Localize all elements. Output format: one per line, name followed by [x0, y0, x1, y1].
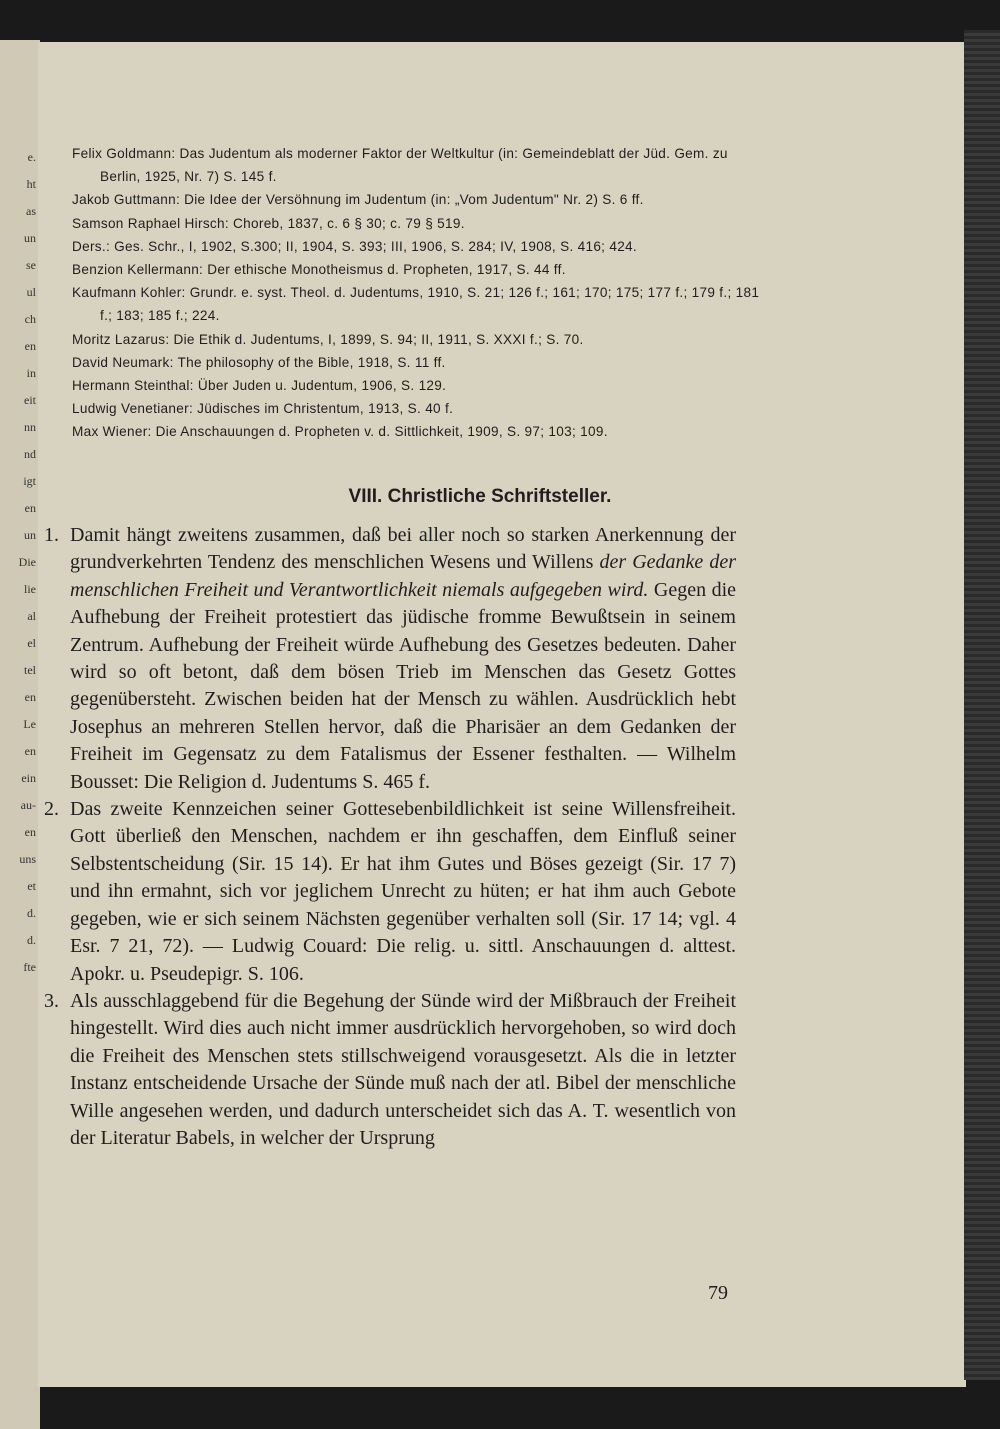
reference-item: Felix Goldmann: Das Judentum als moderner Faktor der Weltkultur (in: Gemeindeblatt der Jüd. Gem. zu Berlin, 1925, Nr. 7) S. 145 f.: [72, 146, 728, 185]
note-item: [44, 522, 736, 796]
reference-item: Ders.: Ges. Schr., I, 1902, S.300; II, 1904, S. 393; III, 1906, S. 284; IV, 1908, S. 416; 424.: [72, 238, 637, 254]
note-text: Damit hängt zweitens zusammen, daß bei aller noch so starken Anerkennung der grundverkehrten Tendenz des menschlichen Wesens und Willens: [70, 524, 736, 574]
left-page-fragment: uns: [19, 852, 36, 866]
left-page-fragment: lie: [24, 582, 36, 596]
note-item: [44, 988, 736, 1152]
reference-item: Hermann Steinthal: Über Juden u. Judentum, 1906, S. 129.: [72, 378, 447, 394]
left-page-fragment: en: [24, 339, 36, 353]
adjacent-page-edge: [0, 40, 40, 1429]
left-page-fragment: tel: [24, 663, 36, 677]
book-spine: [964, 30, 1000, 1380]
left-page-fragment: et: [27, 879, 36, 893]
page-number: 79: [708, 1282, 728, 1304]
left-page-fragment: au-: [20, 798, 36, 812]
reference-item: Max Wiener: Die Anschauungen d. Propheten v. d. Sittlichkeit, 1909, S. 97; 103; 109.: [72, 424, 608, 440]
left-page-fragment: en: [24, 744, 36, 758]
note-text: Als ausschlaggebend für die Begehung der Sünde wird der Mißbrauch der Freiheit hingestellt. Wird dies auch nicht immer ausdrücklich hervorgehoben, so wird doch die Freiheit des Menschen stets stillschweigend vorausgesetzt. Als die in letzter Instanz entscheidende Ursache der Sünde muß nach der atl. Bibel der menschliche Wille angesehen werden, und dadurch unterscheidet sich das A. T. wesentlich von der Literatur Babels, in welcher der Ursprung: [70, 989, 736, 1149]
note-number: 1.: [44, 524, 59, 546]
reference-list: [72, 142, 772, 444]
left-page-fragment: Die: [18, 555, 36, 569]
reference-item: Moritz Lazarus: Die Ethik d. Judentums, I, 1899, S. 94; II, 1911, S. XXXI f.; S. 70.: [72, 331, 584, 347]
left-page-fragment: igt: [23, 474, 36, 488]
reference-item: Samson Raphael Hirsch: Choreb, 1837, c. 6 § 30; c. 79 § 519.: [72, 215, 465, 231]
left-page-fragment: al: [27, 609, 36, 623]
left-page-fragment: eit: [24, 393, 36, 407]
left-page-fragment: ein: [21, 771, 36, 785]
left-page-fragment: ht: [26, 177, 36, 191]
reference-item: David Neumark: The philosophy of the Bible, 1918, S. 11 ff.: [72, 354, 446, 370]
note-text-cont: Gegen die Aufhebung der Freiheit protestiert das jüdische fromme Bewußtsein in seinem Zentrum. Aufhebung der Freiheit würde Aufhebung des Gesetzes bedeuten. Daher wird so oft betont, daß dem bösen Trieb im Menschen das Gesetz Gottes gegenübersteht. Zwischen beiden hat der Mensch zu wählen. Ausdrücklich hebt Josephus an mehreren Stellen hervor, daß die Pharisäer an dem Gedanken der Freiheit im Gegensatz zu dem Fatalismus der Essener festhalten. — Wilhelm Bousset: Die Religion d. Judentums S. 465 f.: [70, 578, 737, 793]
left-page-fragment: en: [24, 825, 36, 839]
left-page-fragment: ul: [26, 285, 36, 299]
left-page-fragment: nd: [24, 447, 36, 461]
reference-item: Benzion Kellermann: Der ethische Monotheismus d. Propheten, 1917, S. 44 ff.: [72, 262, 566, 278]
section-heading: VIII. Christliche Schriftsteller.: [348, 486, 612, 507]
left-page-fragment: nn: [24, 420, 36, 434]
left-page-fragment: en: [24, 501, 36, 515]
left-page-fragment: in: [26, 366, 36, 380]
left-page-fragment: fte: [23, 960, 36, 974]
reference-item: Kaufmann Kohler: Grundr. e. syst. Theol. d. Judentums, 1910, S. 21; 126 f.; 161; 170; 175; 177 f.; 179 f.; 181 f.; 183; 185 f.; 224.: [72, 285, 760, 324]
note-number: 3.: [44, 989, 59, 1012]
left-page-fragment: e.: [27, 150, 36, 164]
reference-item: Jakob Guttmann: Die Idee der Versöhnung im Judentum (in: „Vom Judentum" Nr. 2) S. 6 ff.: [72, 192, 644, 208]
note-item: [44, 796, 736, 988]
note-text: Das zweite Kennzeichen seiner Gottesebenbildlichkeit ist seine Willensfreiheit. Gott überließ den Menschen, nachdem er ihn geschaffen, dem Einfluß seiner Selbstentscheidung (Sir. 15 14). Er hat ihm Gutes und Böses gezeigt (Sir. 17 7) und ihn ermahnt, sich vor jeglichem Unrecht zu hüten; er hat ihm auch Gebote gegeben, wie er sich seinem Nächsten gegenüber verhalten soll (Sir. 17 14; vgl. 4 Esr. 7 21, 72). — Ludwig Couard: Die relig. u. sittl. Anschauungen d. alttest. Apokr. u. Pseudepigr. S. 106.: [70, 798, 736, 985]
left-page-fragment: as: [26, 204, 36, 218]
left-page-fragment: se: [26, 258, 36, 272]
reference-item: Ludwig Venetianer: Jüdisches im Christentum, 1913, S. 40 f.: [72, 401, 454, 417]
left-page-fragment: ch: [24, 312, 36, 326]
numbered-notes: [44, 522, 736, 1152]
left-page-fragment: d.: [27, 906, 36, 920]
book-page: [38, 42, 966, 1387]
left-page-fragment: en: [24, 690, 36, 704]
left-page-fragment: el: [27, 636, 36, 650]
note-number: 2.: [44, 798, 59, 821]
left-page-fragment: d.: [27, 933, 36, 947]
left-page-fragment: un: [24, 528, 36, 542]
note-emphasis: der Gedanke der menschlichen Freiheit und Verantwortlichkeit niemals aufgegeben wird.: [70, 551, 736, 601]
left-page-fragment: Le: [23, 717, 36, 731]
left-page-fragment: un: [24, 231, 36, 245]
